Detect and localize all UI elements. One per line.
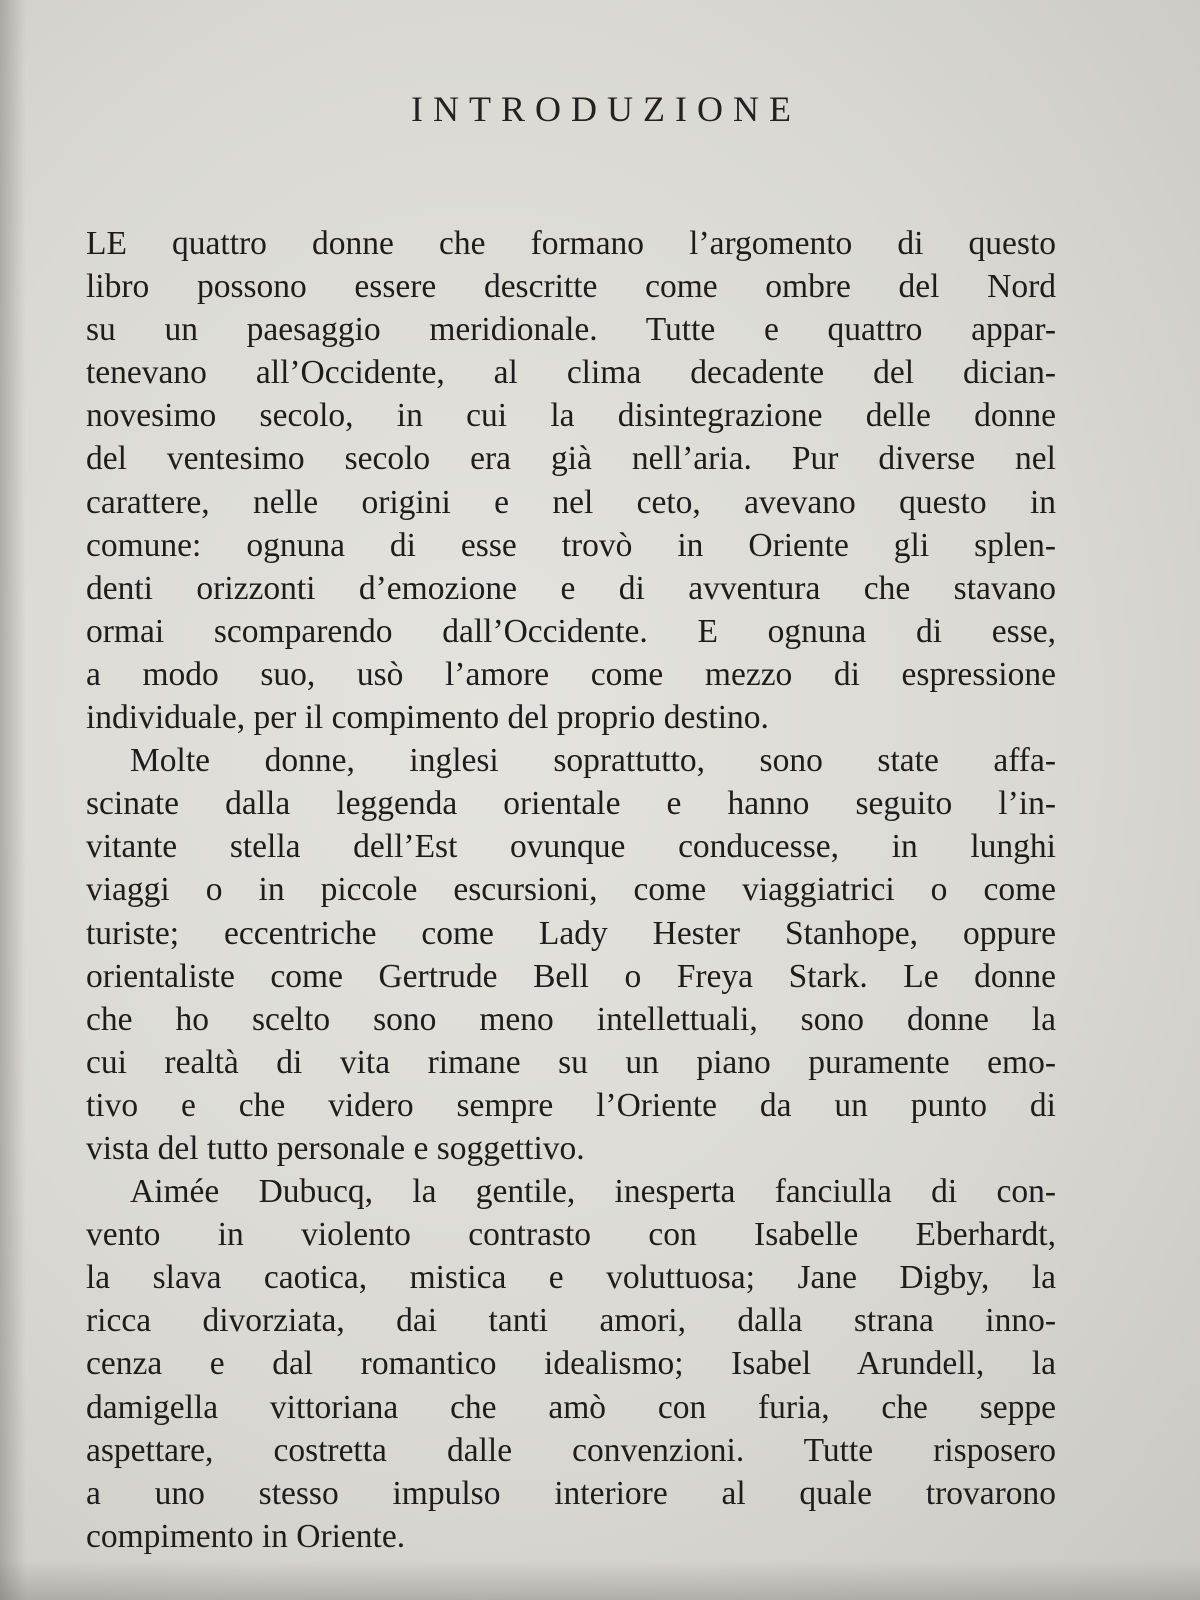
page-bottom-shadow xyxy=(0,1560,1200,1600)
text-line: individuale, per il compimento del proprio destino. xyxy=(86,699,769,737)
text-line: damigella vittoriana che amò con furia, che seppe xyxy=(86,1388,1056,1426)
text-line: denti orizzonti d’emozione e di avventura che stavano xyxy=(86,569,1056,607)
text-line: carattere, nelle origini e nel ceto, avevano questo in xyxy=(86,483,1056,521)
text-line: orientaliste come Gertrude Bell o Freya Stark. Le donne xyxy=(86,957,1056,995)
text-line: tenevano all’Occidente, al clima decadente del dician- xyxy=(86,354,1056,392)
text-line: cui realtà di vita rimane su un piano puramente emo- xyxy=(86,1043,1056,1081)
text-line: LE quattro donne che formano l’argomento di questo xyxy=(86,225,1056,262)
text-line: turiste; eccentriche come Lady Hester Stanhope, oppure xyxy=(86,914,1056,952)
text-line: cenza e dal romantico idealismo; Isabel Arundell, la xyxy=(86,1345,1056,1383)
body-text xyxy=(86,222,1056,1558)
paragraph-2 xyxy=(86,739,1056,1170)
text-line: vista del tutto personale e soggettivo. xyxy=(86,1129,585,1167)
text-line: vitante stella dell’Est ovunque conducesse, in lunghi xyxy=(86,828,1056,866)
text-line: del ventesimo secolo era già nell’aria. Pur diverse nel xyxy=(86,440,1056,478)
text-line: a uno stesso impulso interiore al quale trovarono xyxy=(86,1474,1056,1512)
text-line: ricca divorziata, dai tanti amori, dalla strana inno- xyxy=(86,1302,1056,1340)
text-line: tivo e che videro sempre l’Oriente da un punto di xyxy=(86,1086,1056,1124)
page-edge-shadow xyxy=(0,0,26,1600)
text-line: scinate dalla leggenda orientale e hanno seguito l’in- xyxy=(86,785,1056,823)
text-line: libro possono essere descritte come ombre del Nord xyxy=(86,268,1056,306)
text-line: novesimo secolo, in cui la disintegrazione delle donne xyxy=(86,397,1056,435)
chapter-title: INTRODUZIONE xyxy=(411,89,801,129)
paragraph-1 xyxy=(86,222,1056,739)
text-line: che ho scelto sono meno intellettuali, sono donne la xyxy=(86,1000,1056,1038)
text-line: compimento in Oriente. xyxy=(86,1517,406,1555)
text-line: viaggi o in piccole escursioni, come viaggiatrici o come xyxy=(86,871,1056,909)
text-line: comune: ognuna di esse trovò in Oriente gli splen- xyxy=(86,526,1056,564)
text-line: Aimée Dubucq, la gentile, inesperta fanciulla di con- xyxy=(130,1173,1056,1211)
text-line: ormai scomparendo dall’Occidente. E ognuna di esse, xyxy=(86,612,1056,650)
text-line: aspettare, costretta dalle convenzioni. Tutte risposero xyxy=(86,1431,1056,1469)
text-line: la slava caotica, mistica e voluttuosa; Jane Digby, la xyxy=(86,1259,1056,1297)
text-line: a modo suo, usò l’amore come mezzo di espressione xyxy=(86,655,1056,693)
text-line: vento in violento contrasto con Isabelle Eberhardt, xyxy=(86,1216,1056,1254)
text-line: su un paesaggio meridionale. Tutte e quattro appar- xyxy=(86,311,1056,349)
text-line: Molte donne, inglesi soprattutto, sono state affa- xyxy=(130,742,1056,780)
paragraph-3 xyxy=(86,1170,1056,1558)
